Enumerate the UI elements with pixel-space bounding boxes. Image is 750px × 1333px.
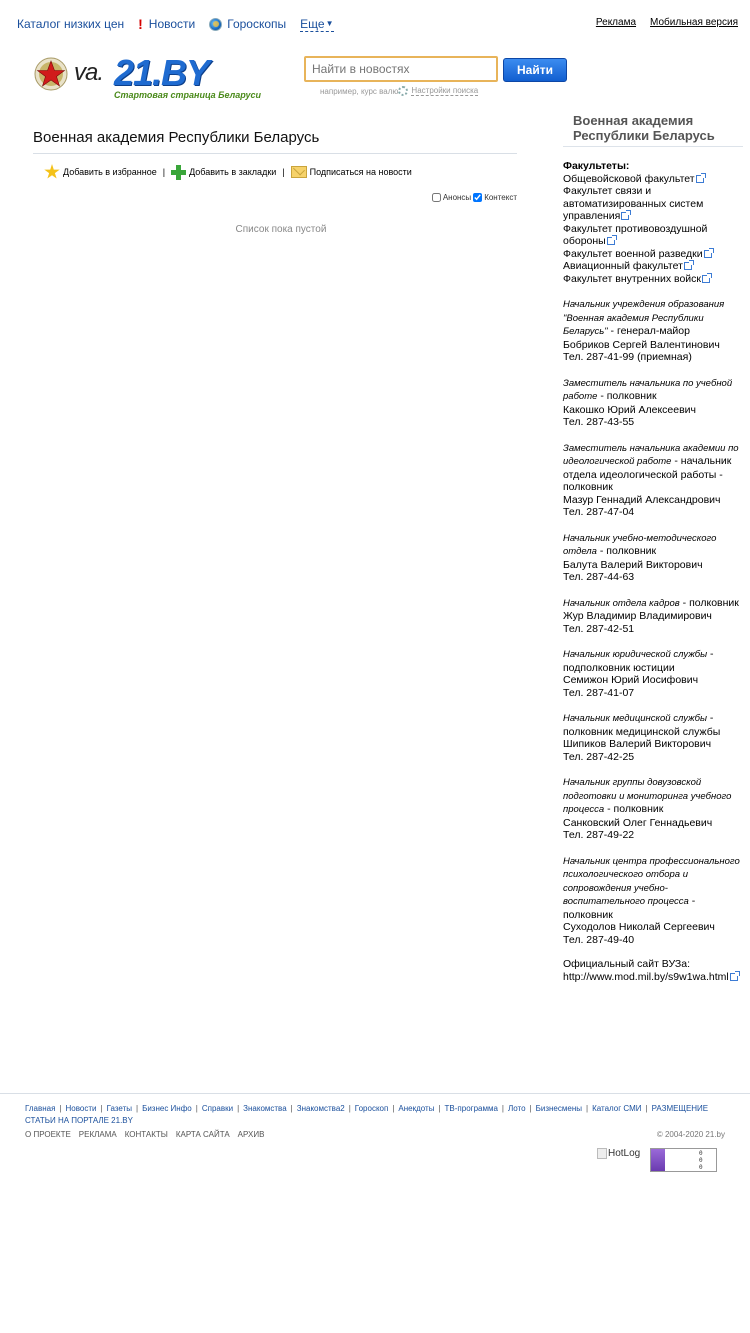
staff-name: Семижон Юрий Иосифович — [563, 674, 699, 686]
staff-entry — [563, 648, 743, 699]
gear-icon — [398, 86, 408, 96]
external-link-icon — [696, 175, 704, 183]
staff-entry — [563, 298, 743, 364]
context-filter[interactable] — [473, 193, 517, 202]
faculty-link[interactable] — [563, 173, 743, 186]
staff-role: Начальник центра профессионального психологического отбора и сопровождения учебно-воспитательного процесса — [563, 855, 740, 907]
context-label: Контекст — [484, 193, 517, 202]
nav-horoscopes-link[interactable] — [209, 17, 286, 31]
ads-link[interactable]: Реклама — [595, 17, 637, 28]
staff-rank: - полковник — [563, 895, 696, 921]
copyright: © 2004-2020 21.by — [656, 1130, 725, 1139]
announcements-filter[interactable] — [432, 193, 471, 202]
staff-role: Начальник учебно-методического отдела — [563, 532, 717, 557]
empty-list-message: Список пока пустой — [235, 224, 327, 235]
faculty-link[interactable] — [563, 273, 743, 286]
footer-link[interactable]: Бизнесмены — [535, 1104, 582, 1113]
nav-horoscopes-label: Гороскопы — [227, 17, 287, 31]
search-hint-text: например, курс валю — [320, 86, 399, 96]
external-link-icon — [607, 237, 615, 245]
context-checkbox[interactable] — [473, 193, 482, 202]
staff-phone: Тел. 287-42-25 — [563, 750, 635, 763]
faculty-label: Общевойсковой факультет — [563, 172, 695, 185]
staff-role: Начальник отдела кадров — [563, 597, 680, 609]
subscribe-news-button[interactable] — [291, 166, 412, 178]
footer-secondary-link[interactable]: РЕКЛАМА — [78, 1130, 117, 1139]
separator: | — [645, 1104, 648, 1113]
search-input[interactable] — [304, 56, 498, 82]
staff-name: Какошко Юрий Алексеевич — [563, 403, 697, 416]
more-menu-dropdown[interactable] — [300, 17, 333, 32]
staff-role: Заместитель начальника по учебной работе — [563, 377, 733, 402]
staff-entry — [563, 377, 743, 429]
logo-prefix: va. — [74, 59, 104, 86]
subscribe-news-label: Подписаться на новости — [309, 167, 412, 177]
search-button[interactable]: Найти — [503, 58, 567, 82]
staff-phone: Тел. 287-41-99 (приемная) — [563, 351, 692, 363]
staff-rank: - подполковник юстиции — [563, 648, 714, 674]
counter-logo-icon — [651, 1149, 665, 1171]
site-logo[interactable] — [34, 54, 279, 104]
separator: | — [290, 1104, 293, 1113]
external-link-icon — [702, 275, 710, 283]
footer-secondary-link[interactable]: КАРТА САЙТА — [175, 1130, 230, 1139]
search-hint — [320, 86, 478, 96]
faculty-label: Факультет противовоздушной обороны — [563, 222, 708, 247]
footer-link[interactable]: Гороскоп — [354, 1104, 389, 1113]
faculty-label: Факультет внутренних войск — [563, 272, 701, 285]
staff-name: Балута Валерий Викторович — [563, 558, 703, 571]
staff-role: Начальник медицинской службы — [563, 713, 707, 724]
zodiac-icon — [209, 18, 222, 31]
staff-role: Начальник группы довузовской подготовки и мониторинга учебного процесса — [563, 777, 732, 815]
counter-values — [699, 1150, 703, 1171]
official-site-url: http://www.mod.mil.by/s9w1wa.html — [563, 970, 729, 983]
separator: | — [282, 167, 285, 177]
add-to-bookmarks-label: Добавить в закладки — [189, 167, 277, 177]
separator: | — [392, 1104, 395, 1113]
logo-tagline: Стартовая страница Беларуси — [114, 90, 262, 100]
sidebar-info — [563, 113, 743, 983]
add-to-bookmarks-button[interactable] — [171, 165, 276, 180]
footer-secondary-link[interactable]: АРХИВ — [237, 1130, 265, 1139]
official-site-block — [563, 958, 743, 983]
separator: | — [348, 1104, 351, 1113]
footer-link[interactable]: Каталог СМИ — [592, 1104, 642, 1113]
title-divider — [33, 153, 517, 154]
separator: | — [501, 1104, 504, 1113]
staff-phone: Тел. 287-42-51 — [563, 622, 635, 635]
footer-link[interactable]: Справки — [201, 1104, 234, 1113]
staff-position — [563, 712, 743, 738]
plus-icon — [171, 165, 186, 180]
faculty-label: Авиационный факультет — [563, 260, 683, 272]
staff-name: Бобриков Сергей Валентинович — [563, 338, 720, 351]
external-link-icon — [730, 973, 738, 981]
footer-link[interactable]: Знакомства2 — [296, 1104, 345, 1113]
staff-role: Заместитель начальника академии по идеологической работе — [563, 442, 739, 467]
footer-link[interactable]: Анекдоты — [398, 1104, 435, 1113]
academy-star-emblem-icon — [34, 57, 68, 91]
staff-phone: Тел. 287-44-63 — [563, 571, 635, 583]
staff-position — [563, 648, 743, 674]
footer-link[interactable]: Новости — [65, 1104, 97, 1113]
separator: | — [195, 1104, 198, 1113]
page-title: Военная академия Республики Беларусь — [33, 129, 320, 146]
staff-rank: - полковник — [596, 545, 657, 557]
mobile-version-link[interactable]: Мобильная версия — [650, 17, 738, 28]
logo-wordmark: 21.BY — [114, 52, 210, 93]
staff-phone: Тел. 287-49-22 — [563, 829, 635, 841]
separator: | — [438, 1104, 441, 1113]
staff-rank: - полковник медицинской службы — [563, 712, 721, 738]
staff-name: Суходолов Николай Сергеевич — [563, 921, 715, 933]
external-link-icon — [704, 250, 712, 258]
staff-rank: - генерал-майор — [607, 325, 690, 337]
sidebar-title: Военная академия Республики Беларусь — [563, 113, 743, 147]
staff-entry — [563, 776, 743, 842]
staff-position — [563, 776, 743, 817]
footer-secondary-links — [25, 1130, 264, 1139]
separator: | — [162, 167, 166, 177]
hotlog-badge[interactable] — [597, 1148, 640, 1159]
staff-entry — [563, 712, 743, 763]
staff-rank: - полковник — [679, 596, 739, 609]
separator: | — [100, 1104, 103, 1113]
staff-name: Санковский Олег Геннадьевич — [563, 816, 713, 829]
envelope-icon — [291, 166, 307, 178]
star-icon — [44, 164, 60, 180]
staff-position — [563, 377, 743, 404]
staff-entry — [563, 855, 743, 947]
staff-rank: - начальник отдела идеологической работы - полковник — [563, 455, 732, 493]
staff-name: Мазур Геннадий Александрович — [563, 493, 721, 506]
staff-name: Жур Владимир Владимирович — [563, 610, 712, 622]
external-link-icon — [684, 262, 692, 270]
staff-phone: Тел. 287-43-55 — [563, 416, 635, 428]
faculty-link[interactable] — [563, 260, 743, 273]
nav-catalog-link[interactable]: Каталог низких цен — [17, 17, 125, 31]
counter-value: 0 — [699, 1157, 703, 1164]
faculties-list — [563, 173, 743, 286]
faculties-heading: Факультеты: — [563, 160, 630, 172]
staff-list — [563, 298, 743, 946]
faculty-link[interactable] — [563, 185, 743, 223]
separator: | — [136, 1104, 139, 1113]
footer-link[interactable]: Знакомства — [243, 1104, 287, 1113]
exclamation-icon: ! — [138, 16, 143, 32]
staff-entry — [563, 532, 743, 584]
footer-link[interactable]: ТВ-программа — [444, 1104, 498, 1113]
nav-news-link[interactable] — [138, 16, 195, 32]
staff-position — [563, 532, 743, 559]
staff-position — [563, 298, 743, 339]
search-settings-link[interactable]: Настройки поиска — [411, 86, 479, 95]
visit-counter[interactable] — [650, 1148, 717, 1172]
staff-name: Шипиков Валерий Викторович — [563, 738, 712, 750]
nav-news-label: Новости — [148, 17, 196, 31]
footer-link[interactable]: РАЗМЕЩЕНИЕ СТАТЬИ НА ПОРТАЛЕ 21.BY — [25, 1104, 709, 1125]
staff-position — [563, 855, 743, 922]
counter-value: 0 — [699, 1164, 703, 1171]
staff-role: Начальник юридической службы — [563, 649, 708, 660]
faculty-link[interactable] — [563, 248, 743, 261]
staff-entry — [563, 597, 743, 636]
separator: | — [59, 1104, 62, 1113]
faculty-label: Факультет связи и автоматизированных систем управления — [563, 185, 704, 222]
staff-rank: - полковник — [604, 803, 664, 815]
official-site-label: Официальный сайт ВУЗа: — [563, 958, 690, 970]
footer-divider — [0, 1093, 750, 1094]
footer-link[interactable]: Газеты — [106, 1104, 132, 1113]
top-navigation — [17, 15, 348, 33]
official-site-link[interactable] — [563, 971, 738, 983]
footer-secondary-link[interactable]: КОНТАКТЫ — [124, 1130, 168, 1139]
staff-position — [563, 442, 743, 494]
feed-filters — [430, 193, 517, 202]
add-to-favorites-label: Добавить в избранное — [63, 167, 157, 177]
footer-link[interactable]: Главная — [25, 1104, 56, 1113]
caret-down-icon: ▼ — [325, 19, 334, 28]
broken-image-icon — [597, 1148, 607, 1159]
top-right-links — [596, 17, 738, 28]
staff-position — [563, 597, 743, 611]
announcements-label: Анонсы — [442, 193, 472, 202]
footer-link[interactable]: Лото — [508, 1104, 526, 1113]
separator: | — [586, 1104, 589, 1113]
more-menu-label: Еще — [300, 16, 325, 31]
hotlog-label: HotLog — [608, 1148, 641, 1159]
staff-entry — [563, 442, 743, 519]
external-link-icon — [621, 212, 629, 220]
page-actions — [44, 164, 412, 180]
separator: | — [237, 1104, 240, 1113]
add-to-favorites-button[interactable] — [44, 164, 157, 180]
staff-phone: Тел. 287-41-07 — [563, 686, 635, 699]
staff-phone: Тел. 287-49-40 — [563, 933, 635, 946]
faculty-link[interactable] — [563, 223, 743, 248]
staff-rank: - полковник — [597, 390, 657, 402]
staff-role: Начальник учреждения образования "Военная академия Республики Беларусь" — [563, 299, 725, 337]
counter-value: 0 — [699, 1150, 703, 1157]
separator: | — [529, 1104, 532, 1113]
faculty-label: Факультет военной разведки — [563, 247, 703, 260]
staff-phone: Тел. 287-47-04 — [563, 506, 635, 518]
footer-link[interactable]: Бизнес Инфо — [142, 1104, 192, 1113]
footer-secondary-link[interactable]: О ПРОЕКТЕ — [25, 1130, 71, 1139]
announcements-checkbox[interactable] — [432, 193, 441, 202]
footer-navigation — [25, 1103, 725, 1127]
